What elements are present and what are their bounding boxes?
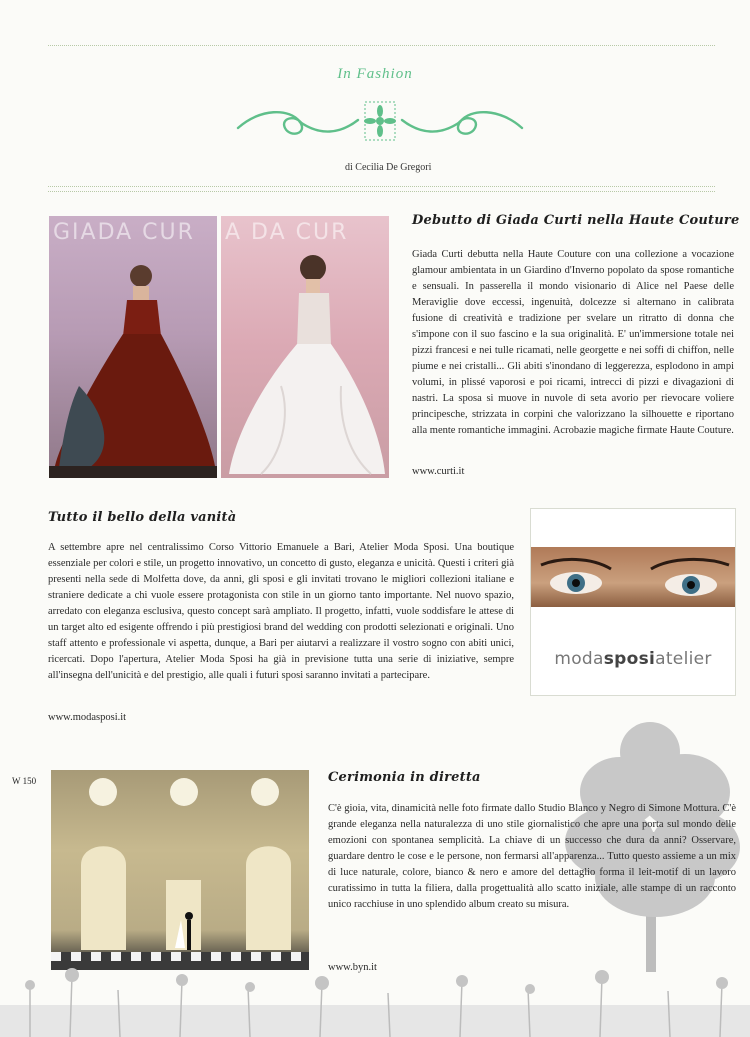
atelier-ad-box <box>530 508 736 696</box>
flourish-ornament <box>230 98 530 144</box>
byline: di Cecilia De Gregori <box>345 162 432 173</box>
photo-banner-text: A DA CUR <box>225 220 349 245</box>
photo-banner-text: GIADA CUR <box>53 220 195 245</box>
eyes-illustration <box>531 547 735 607</box>
article-title: Tutto il bello della vanità <box>48 510 237 525</box>
article-link[interactable]: www.curti.it <box>412 466 465 477</box>
article-body: C'è gioia, vita, dinamicità nelle foto firmate dallo Studio Blanco y Negro di Simone Mottura. C'è grande eleganza nella naturalezza di uno stile giornalistico che apre una porta sul mondo delle emozioni con spontanea semplicità. La chiave di un successo che dura da anni? Osservare, guardare dentro le cose e le persone, non fermarsi all'apparenza... Tutto questo assieme a un mix di luce naturale, colore, bianco & nero e amore del dettaglio forma il leit-motif di un lavoro curatissimo in tutta la filiera, dalla progettualità allo scatto iniziale, alle stampe di un racconto unico racchiuse in uno splendido album creato su misura. <box>328 803 736 910</box>
top-dotted-rule <box>48 45 715 46</box>
palace-hall-illustration <box>51 770 309 970</box>
article-link[interactable]: www.byn.it <box>328 962 377 973</box>
red-gown-figure <box>49 216 217 478</box>
page-number: W 150 <box>12 776 37 786</box>
runway-photo-red-gown <box>49 216 217 478</box>
logo-part-sposi: sposi <box>603 649 656 669</box>
palace-hall-photo <box>51 770 309 970</box>
white-gown-figure <box>221 216 389 478</box>
grass-flowers-border <box>0 965 750 1037</box>
article-title: Cerimonia in diretta <box>328 770 481 785</box>
header-dotted-rule <box>48 186 715 187</box>
article-title: Debutto di Giada Curti nella Haute Couture <box>412 213 740 228</box>
ad-eyes-photo <box>531 547 735 607</box>
article-body: Giada Curti debutta nella Haute Couture con una collezione a vocazione glamour ambientata in un Giardino d'Inverno popolato da spose romantiche e sensuali. In passerella il mondo visionario di Alice nel Paese delle Meraviglie dove eccessi, ingenuità, dolcezze si alternano in calibrata fusione di creatività e tradizione per svelare un ritratto di donna che s'impone con il suo fascino e la sua originalità. E' un'immersione totale nei pizzi francesi e nei tulle ricamati, nelle georgette e nei soffi di chiffon, nelle piume e nei cristalli... Gli abiti s'inondano di leggerezza, esplodono in ampi volumi, in plissé vaporosi e poi ricami, intrecci di pizzi e divagazioni di nastri. La sposa si muove in nuvole di seta avorio per rievocare voliere principesche, strizzata in corpini che valorizzano la silhouette e riportano alla mente romantiche immagini. Acrobazie magiche firmate Haute Couture. <box>412 249 734 436</box>
header-dotted-rule-2 <box>48 191 715 192</box>
logo-part-atelier: atelier <box>655 649 712 669</box>
runway-photo-white-gown <box>221 216 389 478</box>
article-body: A settembre apre nel centralissimo Corso Vittorio Emanuele a Bari, Atelier Moda Sposi. Una boutique essenziale per colori e stile, un progetto innovativo, un concetto di gusto, eleganza e unicità. Questi i criteri già presenti nella sede di Molfetta dove, da anni, gli sposi e gli invitati trovano le migliori collezioni italiane e straniere dedicate a chi vuole essere protagonista con stile in un giorno tanto importante. Nel nuovo spazio, arredato con eleganza esclusiva, questo concept sarà ampliato. Il progetto, infatti, vuole soddisfare le attese di un target alto ed esigente offrendo i più prestigiosi brand del wedding con prodotti selezionati e originali. Uno staff attento e professionale vi aspetta, dunque, a Bari per aiutarvi a realizzare il vostro sogno con abiti unici, ricercati. Dopo l'apertura, Atelier Moda Sposi ha già in previsione tutta una serie di iniziative, sempre all'insegna dell'unicità e del prestigio, alle quali i futuri sposi saranno invitati a partecipare. <box>48 542 514 681</box>
logo-part-moda: moda <box>554 649 604 669</box>
modasposiatelier-logo <box>531 649 735 669</box>
section-rubric: In Fashion <box>337 66 413 82</box>
article-link[interactable]: www.modasposi.it <box>48 712 127 723</box>
